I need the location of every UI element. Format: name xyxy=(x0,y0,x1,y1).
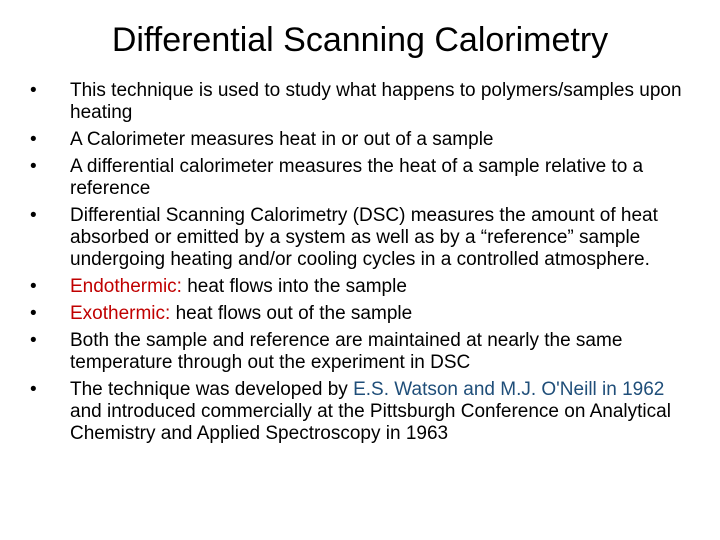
bullet-icon: • xyxy=(30,156,37,177)
bullet-text: heat flows into the sample xyxy=(181,276,407,297)
bullet-icon: • xyxy=(30,276,37,297)
bullet-item xyxy=(30,379,690,445)
bullet-item xyxy=(30,303,690,325)
bullet-item xyxy=(30,156,690,200)
bullet-item xyxy=(30,129,690,151)
bullet-icon: • xyxy=(30,303,37,324)
endothermic-term: Endothermic: xyxy=(70,276,182,297)
bullet-icon: • xyxy=(30,330,37,351)
bullet-text: Both the sample and reference are maintained at nearly the same temperature through out the experiment in DSC xyxy=(70,330,623,373)
bullet-item xyxy=(30,330,690,374)
bullet-item xyxy=(30,205,690,271)
bullet-text: A differential calorimeter measures the heat of a sample relative to a reference xyxy=(70,156,644,199)
bullet-icon: • xyxy=(30,80,37,101)
bullet-text: heat flows out of the sample xyxy=(170,303,413,324)
bullet-list xyxy=(30,80,690,450)
slide-title: Differential Scanning Calorimetry xyxy=(111,21,609,59)
bullet-text-prefix: The technique was developed by xyxy=(70,379,354,400)
bullet-text: A Calorimeter measures heat in or out of a sample xyxy=(70,129,494,150)
bullet-icon: • xyxy=(30,129,37,150)
bullet-item xyxy=(30,80,690,124)
bullet-item xyxy=(30,276,690,298)
inventors-highlight: E.S. Watson and M.J. O'Neill in 1962 xyxy=(353,379,665,400)
bullet-text: This technique is used to study what happens to polymers/samples upon heating xyxy=(70,80,682,123)
exothermic-term: Exothermic: xyxy=(70,303,171,324)
bullet-text-suffix: and introduced commercially at the Pittsburgh Conference on Analytical Chemistry and Applied Spectroscopy in 1963 xyxy=(70,401,671,444)
bullet-icon: • xyxy=(30,205,37,226)
bullet-text: Differential Scanning Calorimetry (DSC) measures the amount of heat absorbed or emitted by a system as well as by a “reference” sample undergoing heating and/or cooling cycles in a controlled atmosphere. xyxy=(70,205,658,270)
bullet-icon: • xyxy=(30,379,37,400)
